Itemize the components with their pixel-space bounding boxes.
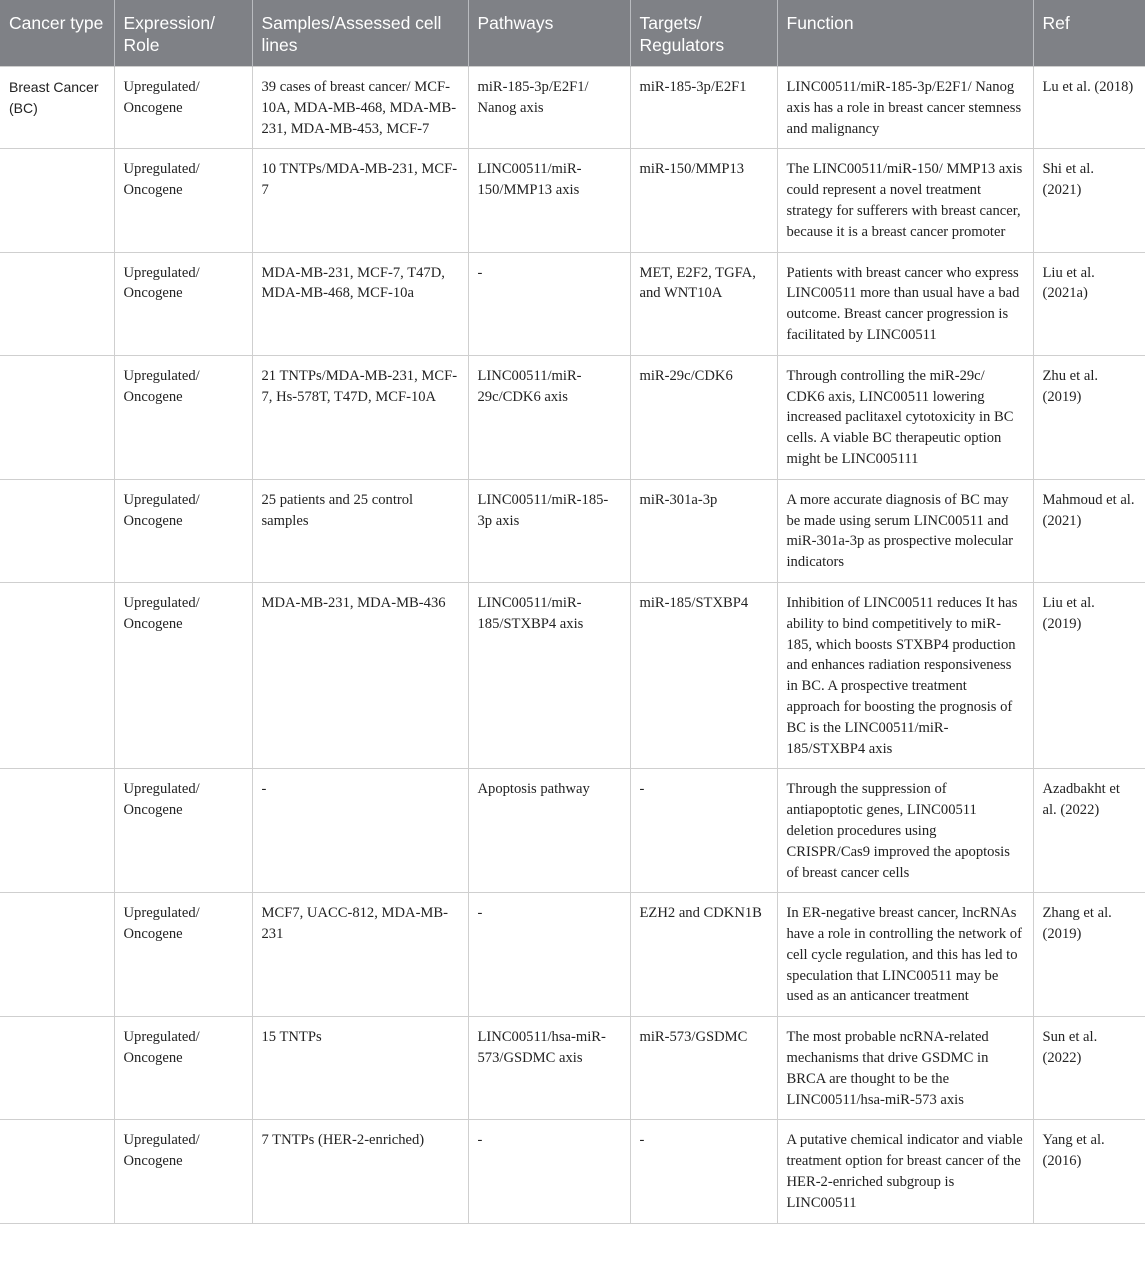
cell-targets: miR-185-3p/E2F1 <box>630 67 777 149</box>
cell-targets: MET, E2F2, TGFA, and WNT10A <box>630 252 777 355</box>
cell-cancer-type <box>0 1017 114 1120</box>
cell-expression-role: Upregulated/ Oncogene <box>114 1120 252 1223</box>
table-row <box>0 355 1145 479</box>
cell-targets: EZH2 and CDKN1B <box>630 893 777 1017</box>
cell-samples: 39 cases of breast cancer/ MCF-10A, MDA-MB-468, MDA-MB-231, MDA-MB-453, MCF-7 <box>252 67 468 149</box>
cell-cancer-type <box>0 355 114 479</box>
cell-samples: MCF7, UACC-812, MDA-MB-231 <box>252 893 468 1017</box>
cell-samples: 21 TNTPs/MDA-MB-231, MCF-7, Hs-578T, T47D, MCF-10A <box>252 355 468 479</box>
cell-function: Patients with breast cancer who express LINC00511 more than usual have a bad outcome. Breast cancer progression is facilitated by LINC00511 <box>777 252 1033 355</box>
cell-ref: Zhu et al. (2019) <box>1033 355 1145 479</box>
cell-expression-role: Upregulated/ Oncogene <box>114 355 252 479</box>
cell-cancer-type <box>0 1120 114 1223</box>
cell-ref: Mahmoud et al. (2021) <box>1033 479 1145 582</box>
cell-ref: Lu et al. (2018) <box>1033 67 1145 149</box>
cell-pathways: miR-185-3p/E2F1/ Nanog axis <box>468 67 630 149</box>
header-ref: Ref <box>1033 0 1145 67</box>
cell-pathways: LINC00511/miR-150/MMP13 axis <box>468 149 630 252</box>
cell-function: Inhibition of LINC00511 reduces It has ability to bind competitively to miR-185, which boosts STXBP4 production and enhances radiation responsiveness in BC. A prospective treatment approach for boosting the prognosis of BC is the LINC00511/miR-185/STXBP4 axis <box>777 582 1033 768</box>
cell-function: Through controlling the miR-29c/ CDK6 axis, LINC00511 lowering increased paclitaxel cytotoxicity in BC cells. A viable BC therapeutic option might be LINC005111 <box>777 355 1033 479</box>
header-targets-regulators: Targets/ Regulators <box>630 0 777 67</box>
cell-cancer-type <box>0 893 114 1017</box>
cell-expression-role: Upregulated/ Oncogene <box>114 67 252 149</box>
cell-pathways: LINC00511/hsa-miR-573/GSDMC axis <box>468 1017 630 1120</box>
cell-samples: 7 TNTPs (HER-2-enriched) <box>252 1120 468 1223</box>
cell-samples: MDA-MB-231, MDA-MB-436 <box>252 582 468 768</box>
table-row <box>0 1017 1145 1120</box>
cell-targets: - <box>630 769 777 893</box>
cell-function: A putative chemical indicator and viable treatment option for breast cancer of the HER-2-enriched subgroup is LINC00511 <box>777 1120 1033 1223</box>
cell-expression-role: Upregulated/ Oncogene <box>114 252 252 355</box>
cell-samples: 15 TNTPs <box>252 1017 468 1120</box>
cell-pathways: - <box>468 252 630 355</box>
cell-cancer-type <box>0 479 114 582</box>
table-row <box>0 582 1145 768</box>
cell-ref: Shi et al. (2021) <box>1033 149 1145 252</box>
cell-ref: Azadbakht et al. (2022) <box>1033 769 1145 893</box>
cell-samples: 25 patients and 25 control samples <box>252 479 468 582</box>
cell-function: In ER-negative breast cancer, lncRNAs have a role in controlling the network of cell cycle regulation, and this has led to speculation that LINC00511 may be used as an anticancer treatment <box>777 893 1033 1017</box>
cell-ref: Zhang et al. (2019) <box>1033 893 1145 1017</box>
cell-function: LINC00511/miR-185-3p/E2F1/ Nanog axis has a role in breast cancer stemness and malignancy <box>777 67 1033 149</box>
header-function: Function <box>777 0 1033 67</box>
cell-ref: Liu et al. (2021a) <box>1033 252 1145 355</box>
cell-ref: Yang et al. (2016) <box>1033 1120 1145 1223</box>
cell-cancer-type: Breast Cancer (BC) <box>0 67 114 149</box>
header-row <box>0 0 1145 67</box>
header-pathways: Pathways <box>468 0 630 67</box>
cell-expression-role: Upregulated/ Oncogene <box>114 582 252 768</box>
cell-targets: miR-29c/CDK6 <box>630 355 777 479</box>
cell-cancer-type <box>0 149 114 252</box>
cell-expression-role: Upregulated/ Oncogene <box>114 479 252 582</box>
table-row <box>0 893 1145 1017</box>
cell-samples: 10 TNTPs/MDA-MB-231, MCF-7 <box>252 149 468 252</box>
cell-pathways: LINC00511/miR-185-3p axis <box>468 479 630 582</box>
table-row <box>0 1120 1145 1223</box>
cell-function: The most probable ncRNA-related mechanisms that drive GSDMC in BRCA are thought to be the LINC00511/hsa-miR-573 axis <box>777 1017 1033 1120</box>
table-row <box>0 769 1145 893</box>
cell-expression-role: Upregulated/ Oncogene <box>114 149 252 252</box>
cell-function: The LINC00511/miR-150/ MMP13 axis could represent a novel treatment strategy for sufferers with breast cancer, because it is a breast cancer promoter <box>777 149 1033 252</box>
cell-targets: - <box>630 1120 777 1223</box>
header-samples: Samples/Assessed cell lines <box>252 0 468 67</box>
table-header <box>0 0 1145 67</box>
cell-function: Through the suppression of antiapoptotic genes, LINC00511 deletion procedures using CRISPR/Cas9 improved the apoptosis of breast cancer cells <box>777 769 1033 893</box>
cell-cancer-type <box>0 582 114 768</box>
cell-pathways: Apoptosis pathway <box>468 769 630 893</box>
cell-pathways: - <box>468 893 630 1017</box>
cell-targets: miR-150/MMP13 <box>630 149 777 252</box>
cell-ref: Liu et al. (2019) <box>1033 582 1145 768</box>
cell-function: A more accurate diagnosis of BC may be made using serum LINC00511 and miR-301a-3p as prospective molecular indicators <box>777 479 1033 582</box>
header-cancer-type: Cancer type <box>0 0 114 67</box>
cell-expression-role: Upregulated/ Oncogene <box>114 1017 252 1120</box>
table-row <box>0 479 1145 582</box>
cell-samples: MDA-MB-231, MCF-7, T47D, MDA-MB-468, MCF-10a <box>252 252 468 355</box>
cell-cancer-type <box>0 252 114 355</box>
cell-cancer-type <box>0 769 114 893</box>
cell-expression-role: Upregulated/ Oncogene <box>114 893 252 1017</box>
cell-pathways: - <box>468 1120 630 1223</box>
cell-ref: Sun et al. (2022) <box>1033 1017 1145 1120</box>
table-row <box>0 67 1145 149</box>
table-row <box>0 252 1145 355</box>
cell-pathways: LINC00511/miR-185/STXBP4 axis <box>468 582 630 768</box>
cell-expression-role: Upregulated/ Oncogene <box>114 769 252 893</box>
cell-pathways: LINC00511/miR-29c/CDK6 axis <box>468 355 630 479</box>
cell-samples: - <box>252 769 468 893</box>
header-expression-role: Expression/ Role <box>114 0 252 67</box>
cell-targets: miR-301a-3p <box>630 479 777 582</box>
table-row <box>0 149 1145 252</box>
table-body <box>0 67 1145 1224</box>
cell-targets: miR-185/STXBP4 <box>630 582 777 768</box>
cell-targets: miR-573/GSDMC <box>630 1017 777 1120</box>
